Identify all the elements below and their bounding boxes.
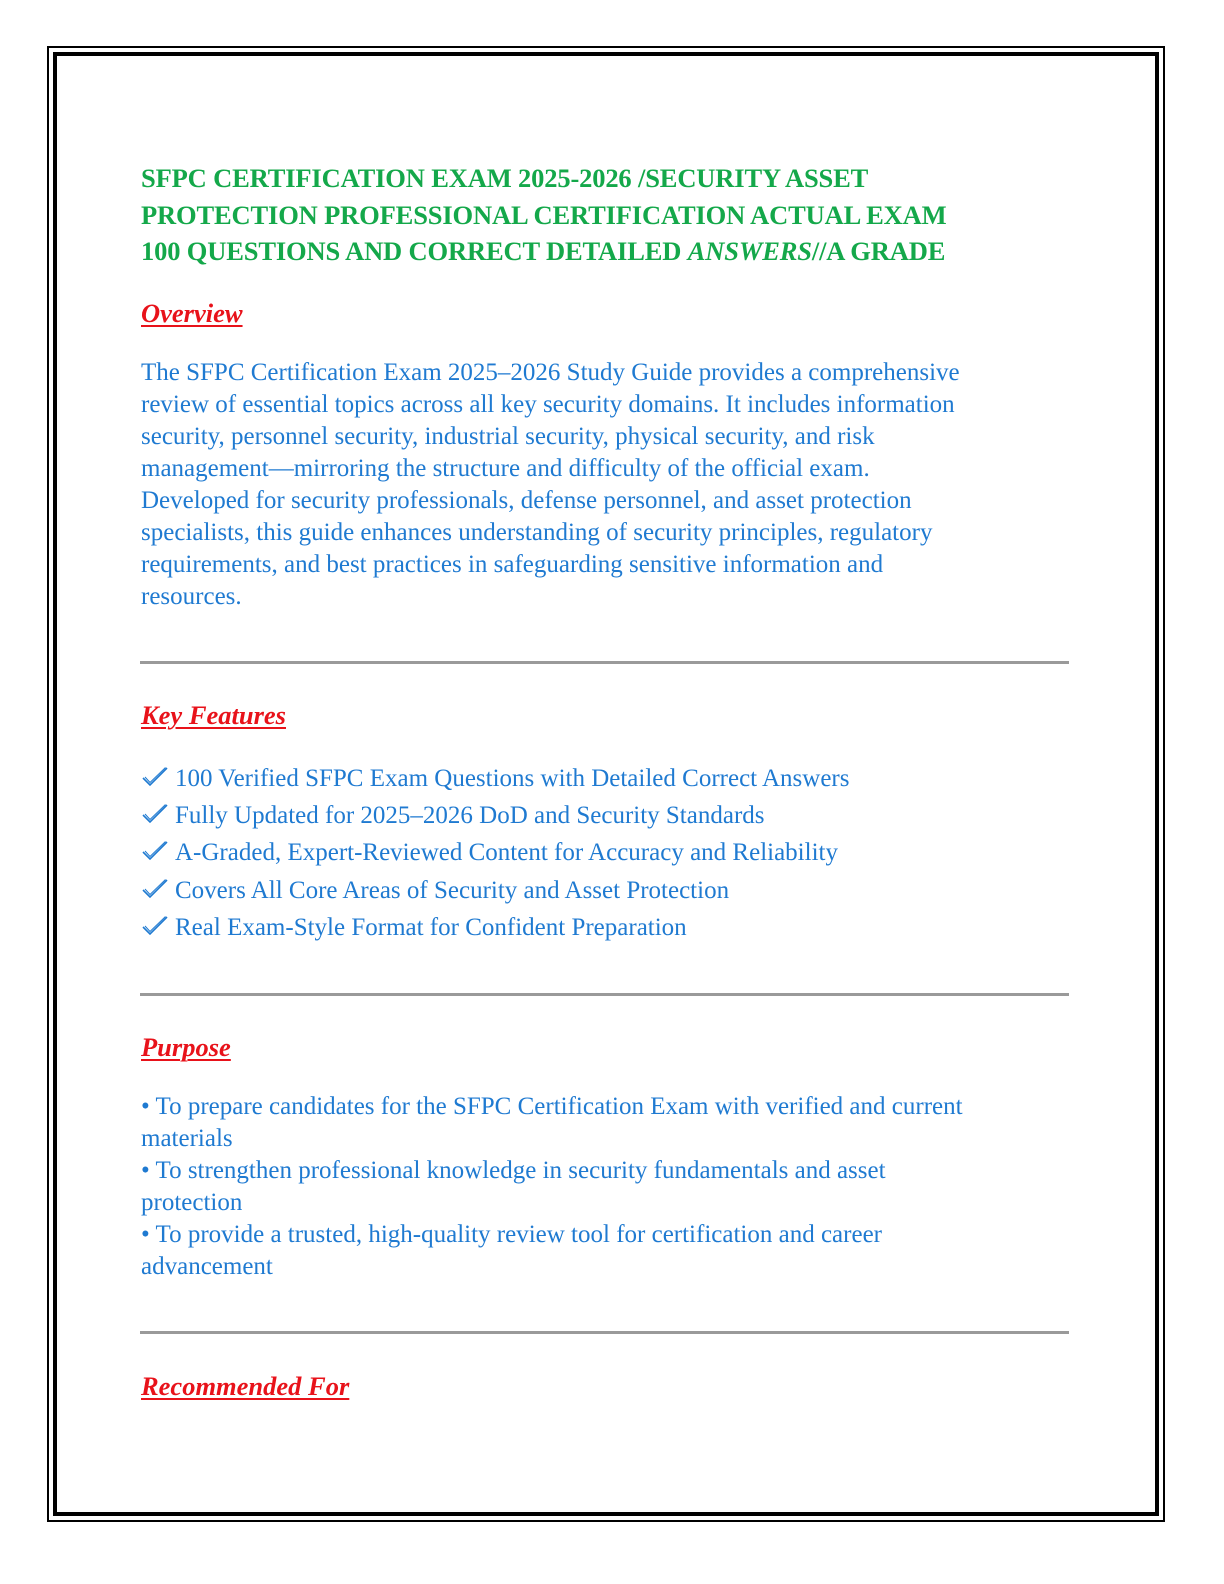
- feature-item: [141, 872, 849, 909]
- section-divider: [140, 1331, 1069, 1334]
- section-divider: [140, 993, 1069, 996]
- title-line-3-suffix: //A GRADE: [811, 236, 946, 266]
- purpose-line: materials: [141, 1125, 233, 1152]
- check-mark-icon: [141, 915, 169, 937]
- purpose-line: • To strengthen professional knowledge in security fundamentals and asset: [141, 1157, 886, 1184]
- section-divider: [140, 661, 1069, 664]
- overview-line: security, personnel security, industrial security, physical security, and risk: [141, 423, 875, 450]
- overview-line: management—mirroring the structure and difficulty of the official exam.: [141, 455, 870, 482]
- purpose-list: [141, 1091, 963, 1283]
- feature-text: Fully Updated for 2025–2026 DoD and Security Standards: [175, 802, 765, 830]
- title-line-2: PROTECTION PROFESSIONAL CERTIFICATION ACTUAL EXAM: [141, 199, 947, 230]
- overview-line: Developed for security professionals, defense personnel, and asset protection: [141, 487, 912, 514]
- feature-item: [141, 760, 849, 797]
- feature-text: Real Exam-Style Format for Confident Preparation: [175, 913, 687, 941]
- key-features-list: [141, 760, 849, 946]
- purpose-heading: Purpose: [141, 1032, 231, 1062]
- overview-line: requirements, and best practices in safeguarding sensitive information and: [141, 551, 884, 578]
- overview-line: The SFPC Certification Exam 2025–2026 Study Guide provides a comprehensive: [141, 359, 960, 386]
- document-title: [141, 160, 1101, 270]
- check-mark-icon: [141, 803, 169, 825]
- check-mark-icon: [141, 840, 169, 862]
- feature-item: [141, 834, 849, 871]
- key-features-heading: Key Features: [141, 700, 286, 730]
- check-mark-icon: [141, 766, 169, 788]
- title-line-3: [141, 233, 1101, 270]
- overview-line: review of essential topics across all key security domains. It includes information: [141, 391, 955, 418]
- purpose-line: advancement: [141, 1253, 273, 1280]
- title-line-3-italic: ANSWERS: [687, 236, 812, 266]
- overview-line: resources.: [141, 583, 242, 610]
- feature-item: [141, 797, 849, 834]
- recommended-for-heading: Recommended For: [141, 1371, 350, 1401]
- purpose-line: • To provide a trusted, high-quality review tool for certification and career: [141, 1221, 882, 1248]
- purpose-line: protection: [141, 1189, 243, 1216]
- title-line-3-prefix: 100 QUESTIONS AND CORRECT DETAILED: [141, 236, 688, 266]
- feature-item: [141, 909, 849, 946]
- feature-text: 100 Verified SFPC Exam Questions with Detailed Correct Answers: [175, 765, 850, 792]
- overview-paragraph: [141, 357, 960, 613]
- feature-text: Covers All Core Areas of Security and Asset Protection: [175, 876, 730, 904]
- overview-heading: Overview: [141, 298, 243, 328]
- check-mark-icon: [141, 878, 169, 900]
- title-line-1: SFPC CERTIFICATION EXAM 2025-2026 /SECURITY ASSET: [141, 163, 869, 193]
- feature-text: A-Graded, Expert-Reviewed Content for Accuracy and Reliability: [175, 839, 838, 867]
- overview-line: specialists, this guide enhances understanding of security principles, regulatory: [141, 519, 933, 546]
- purpose-line: • To prepare candidates for the SFPC Certification Exam with verified and current: [141, 1093, 963, 1120]
